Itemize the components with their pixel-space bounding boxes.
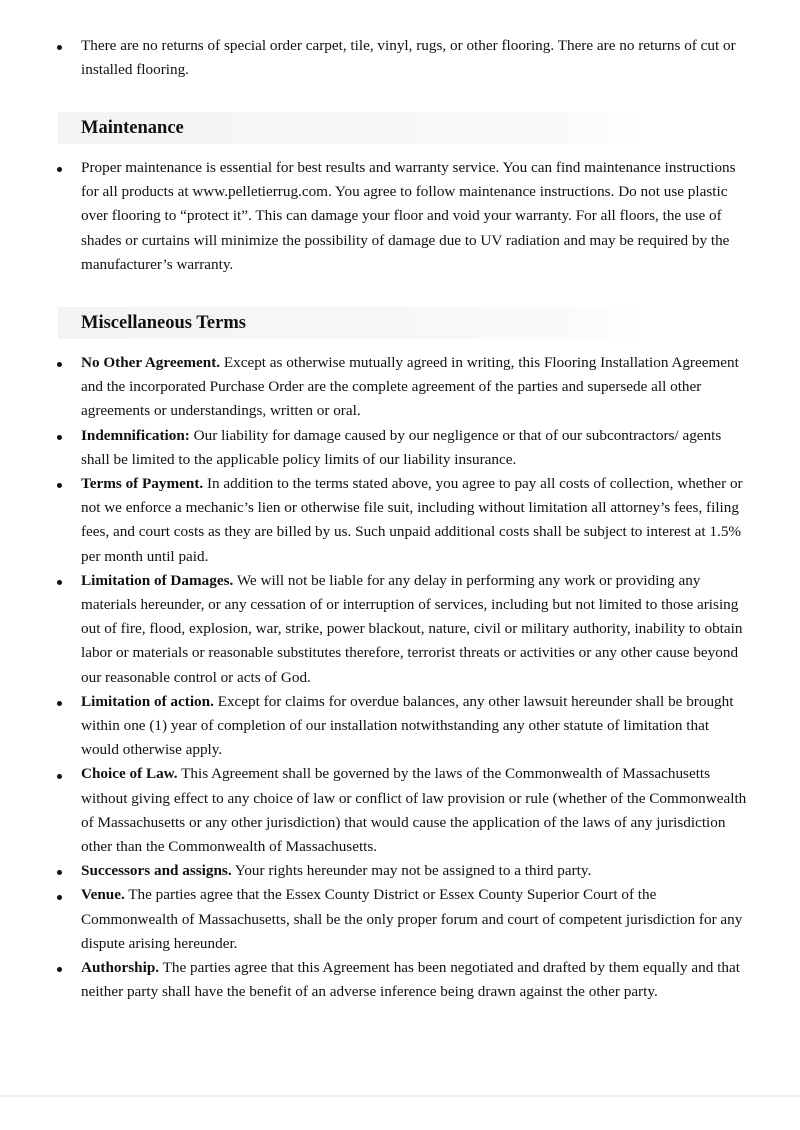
- bullet-icon: [57, 351, 62, 375]
- bullet-icon: [57, 472, 62, 496]
- list-item: [0, 156, 800, 277]
- list-item-limitation-of-action: [0, 690, 800, 763]
- item-text: Except as otherwise mutually agreed in writing, this Flooring Installation Agreement and the incorporated Purchase Order are the complete agreement of the parties and supersede all other agreements or understandings, written or oral.: [81, 354, 739, 420]
- item-lead: Authorship.: [81, 959, 160, 977]
- section-heading-maintenance: [58, 112, 648, 144]
- bullet-icon: [57, 690, 62, 714]
- item-text: Our liability for damage caused by our negligence or that of our subcontractors/ agents shall be limited to the applicable policy limits of our liability insurance.: [81, 426, 722, 468]
- list-item-venue: [0, 883, 800, 956]
- bullet-icon: [57, 956, 62, 980]
- bullet-icon: [57, 859, 62, 883]
- list-item-successors-and-assigns: [0, 859, 800, 883]
- list-item-authorship: [0, 956, 800, 1004]
- item-text: Your rights hereunder may not be assigned to a third party.: [231, 862, 592, 880]
- item-text: Except for claims for overdue balances, any other lawsuit hereunder shall be brought within one (1) year of completion of our installation notwithstanding any other statute of limitation that would otherwise apply.: [81, 692, 734, 759]
- page-divider: [0, 1095, 800, 1097]
- item-text: We will not be liable for any delay in performing any work or providing any materials hereunder, or any cessation of or interruption of services, including but not limited to those arising out of fire, flood, explosion, war, strike, power blackout, nature, civil or military authority, inability to obtain labor or materials or reasonable substitutes therefore, terrorist threats or activities or any other cause beyond our reasonable control or acts of God.: [81, 571, 743, 686]
- bullet-icon: [57, 424, 62, 448]
- list-item: [0, 34, 800, 82]
- maintenance-list: [0, 156, 800, 277]
- bullet-icon: [57, 569, 62, 593]
- item-lead: Limitation of Damages.: [81, 571, 234, 589]
- item-text: This Agreement shall be governed by the laws of the Commonwealth of Massachusetts without giving effect to any choice of law or conflict of law provision or rule (whether of the Commonwealth of Massachusetts or any other jurisdiction) that would cause the application of the laws of any jurisdiction other than the Commonwealth of Massachusetts.: [81, 765, 747, 856]
- item-text: In addition to the terms stated above, you agree to pay all costs of collection, whether or not we enforce a mechanic’s lien or otherwise file suit, including without limitation all attorney’s fees, filing fees, and court costs as they are billed by us. Such unpaid additional costs shall be subject to interest at 1.5% per month until paid.: [81, 475, 743, 565]
- section-heading-miscellaneous: [58, 307, 648, 339]
- list-item-no-other-agreement: [0, 351, 800, 424]
- miscellaneous-list: [0, 351, 800, 1004]
- list-item-indemnification: [0, 424, 800, 472]
- item-lead: Indemnification:: [81, 426, 190, 444]
- bullet-icon: [57, 883, 62, 907]
- section-title: Maintenance: [81, 118, 184, 138]
- item-lead: Terms of Payment.: [81, 475, 204, 493]
- item-lead: Venue.: [81, 886, 125, 904]
- returns-section: [0, 34, 800, 82]
- item-text: The parties agree that this Agreement has been negotiated and drafted by them equally and that neither party shall have the benefit of an adverse inference being drawn against the other party.: [81, 959, 740, 1001]
- returns-list: [0, 34, 800, 82]
- maintenance-section: [0, 156, 800, 277]
- section-title: Miscellaneous Terms: [81, 313, 246, 333]
- bullet-icon: [57, 156, 62, 180]
- item-lead: Limitation of action.: [81, 692, 214, 710]
- item-text: The parties agree that the Essex County District or Essex County Superior Court of the Commonwealth of Massachusetts, shall be the only proper forum and court of competent jurisdiction for any dispute arising hereunder.: [81, 886, 743, 952]
- list-item-limitation-of-damages: [0, 569, 800, 690]
- item-text: Proper maintenance is essential for best results and warranty service. You can find maintenance instructions for all products at www.pelletierrug.com. You agree to follow maintenance instructions. Do not use plastic over flooring to “protect it”. This can damage your floor and void your warranty. For all floors, the use of shades or curtains will minimize the possibility of damage due to UV radiation and may be required by the manufacturer’s warranty.: [81, 159, 736, 273]
- item-lead: Choice of Law.: [81, 765, 178, 783]
- item-lead: No Other Agreement.: [81, 354, 221, 371]
- item-text: There are no returns of special order carpet, tile, vinyl, rugs, or other flooring. There are no returns of cut or installed flooring.: [81, 37, 736, 79]
- item-lead: Successors and assigns.: [81, 862, 232, 880]
- list-item-terms-of-payment: [0, 472, 800, 569]
- list-item-choice-of-law: [0, 762, 800, 859]
- bullet-icon: [57, 762, 62, 786]
- miscellaneous-section: [0, 351, 800, 1004]
- bullet-icon: [57, 34, 62, 58]
